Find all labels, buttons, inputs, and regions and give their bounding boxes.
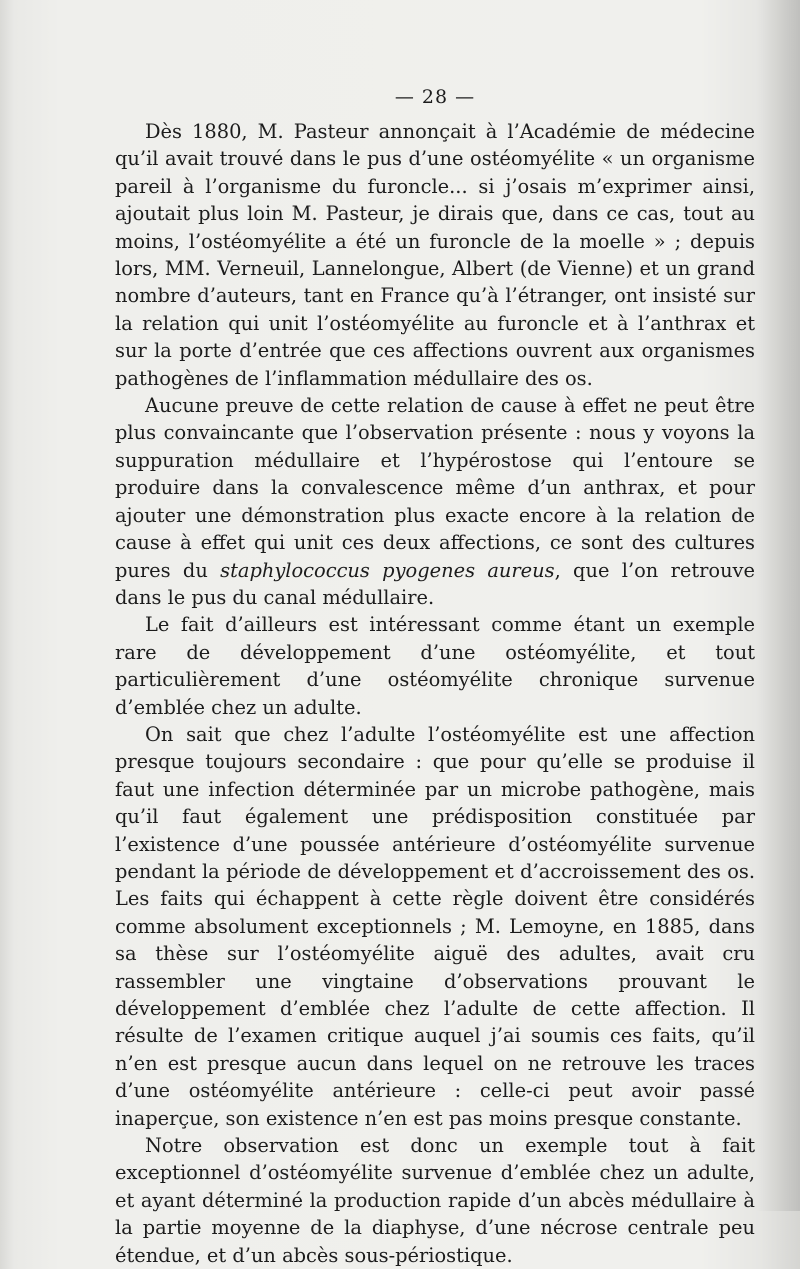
paragraph-4 <box>115 721 755 1132</box>
document-page <box>115 84 755 1269</box>
paragraph-2-text-before: Aucune preuve de cette relation de cause à effet ne peut être plus convaincante que l’observation présente : nous y voyons la suppuration médullaire et l’hypérostose qui l’entoure se produire dans la convalescence même d’un anthrax, et pour ajouter une démonstration plus exacte encore à la relation de cause à effet qui unit ces deux affections, ce sont des cultures pures du <box>115 394 755 582</box>
paragraph-3 <box>115 611 755 721</box>
paragraph-3-text: Le fait d’ailleurs est intéressant comme étant un exemple rare de développement d’une ostéomyélite, et tout particulièrement d’une ostéomyélite chronique survenue d’emblée chez un adulte. <box>115 613 755 719</box>
paragraph-2 <box>115 392 755 611</box>
page-number: — 28 — <box>394 86 476 108</box>
paragraph-1 <box>115 118 755 392</box>
paragraph-1-text: Dès 1880, M. Pasteur annonçait à l’Académie de médecine qu’il avait trouvé dans le pus d’une ostéomyélite « un organisme pareil à l’organisme du furoncle... si j’osais m’exprimer ainsi, ajoutait plus loin M. Pasteur, je dirais que, dans ce cas, tout au moins, l’ostéomyélite a été un furoncle de la moelle » ; depuis lors, MM. Verneuil, Lannelongue, Albert (de Vienne) et un grand nombre d’auteurs, tant en France qu’à l’étranger, ont insisté sur la relation qui unit l’ostéomyélite au furoncle et à l’anthrax et sur la porte d’entrée que ces affections ouvrent aux organismes pathogènes de l’inflammation médullaire des os. <box>115 120 755 390</box>
paragraph-5 <box>115 1132 755 1269</box>
paragraph-5-text: Notre observation est donc un exemple tout à fait exceptionnel d’ostéomyélite survenue d’emblée chez un adulte, et ayant déterminé la production rapide d’un abcès médullaire à la partie moyenne de la diaphyse, d’une nécrose centrale peu étendue, et d’un abcès sous-périostique. <box>115 1134 755 1267</box>
paragraph-4-text: On sait que chez l’adulte l’ostéomyélite est une affection presque toujours secondaire : que pour qu’elle se produise il faut une infection déterminée par un microbe pathogène, mais qu’il faut également une prédisposition constituée par l’existence d’une poussée antérieure d’ostéomyélite survenue pendant la période de développement et d’accroissement des os. Les faits qui échappent à cette règle doivent être considérés comme absolument exceptionnels ; M. Lemoyne, en 1885, dans sa thèse sur l’ostéomyélite aiguë des adultes, avait cru rassembler une vingtaine d’observations prouvant le développement d’emblée chez l’adulte de cette affection. Il résulte de l’examen critique auquel j’ai soumis ces faits, qu’il n’en est presque aucun dans lequel on ne retrouve les traces d’une ostéomyélite antérieure : celle-ci peut avoir passé inaperçue, son existence n’en est pas moins presque constante. <box>115 722 755 1130</box>
scan-edge-shadow <box>756 0 800 1211</box>
paragraph-2-text-after: , que l’on retrouve dans le pus du canal médullaire. <box>115 558 755 609</box>
paragraph-2-italic-species: staphylococcus pyogenes aureus <box>220 558 555 582</box>
